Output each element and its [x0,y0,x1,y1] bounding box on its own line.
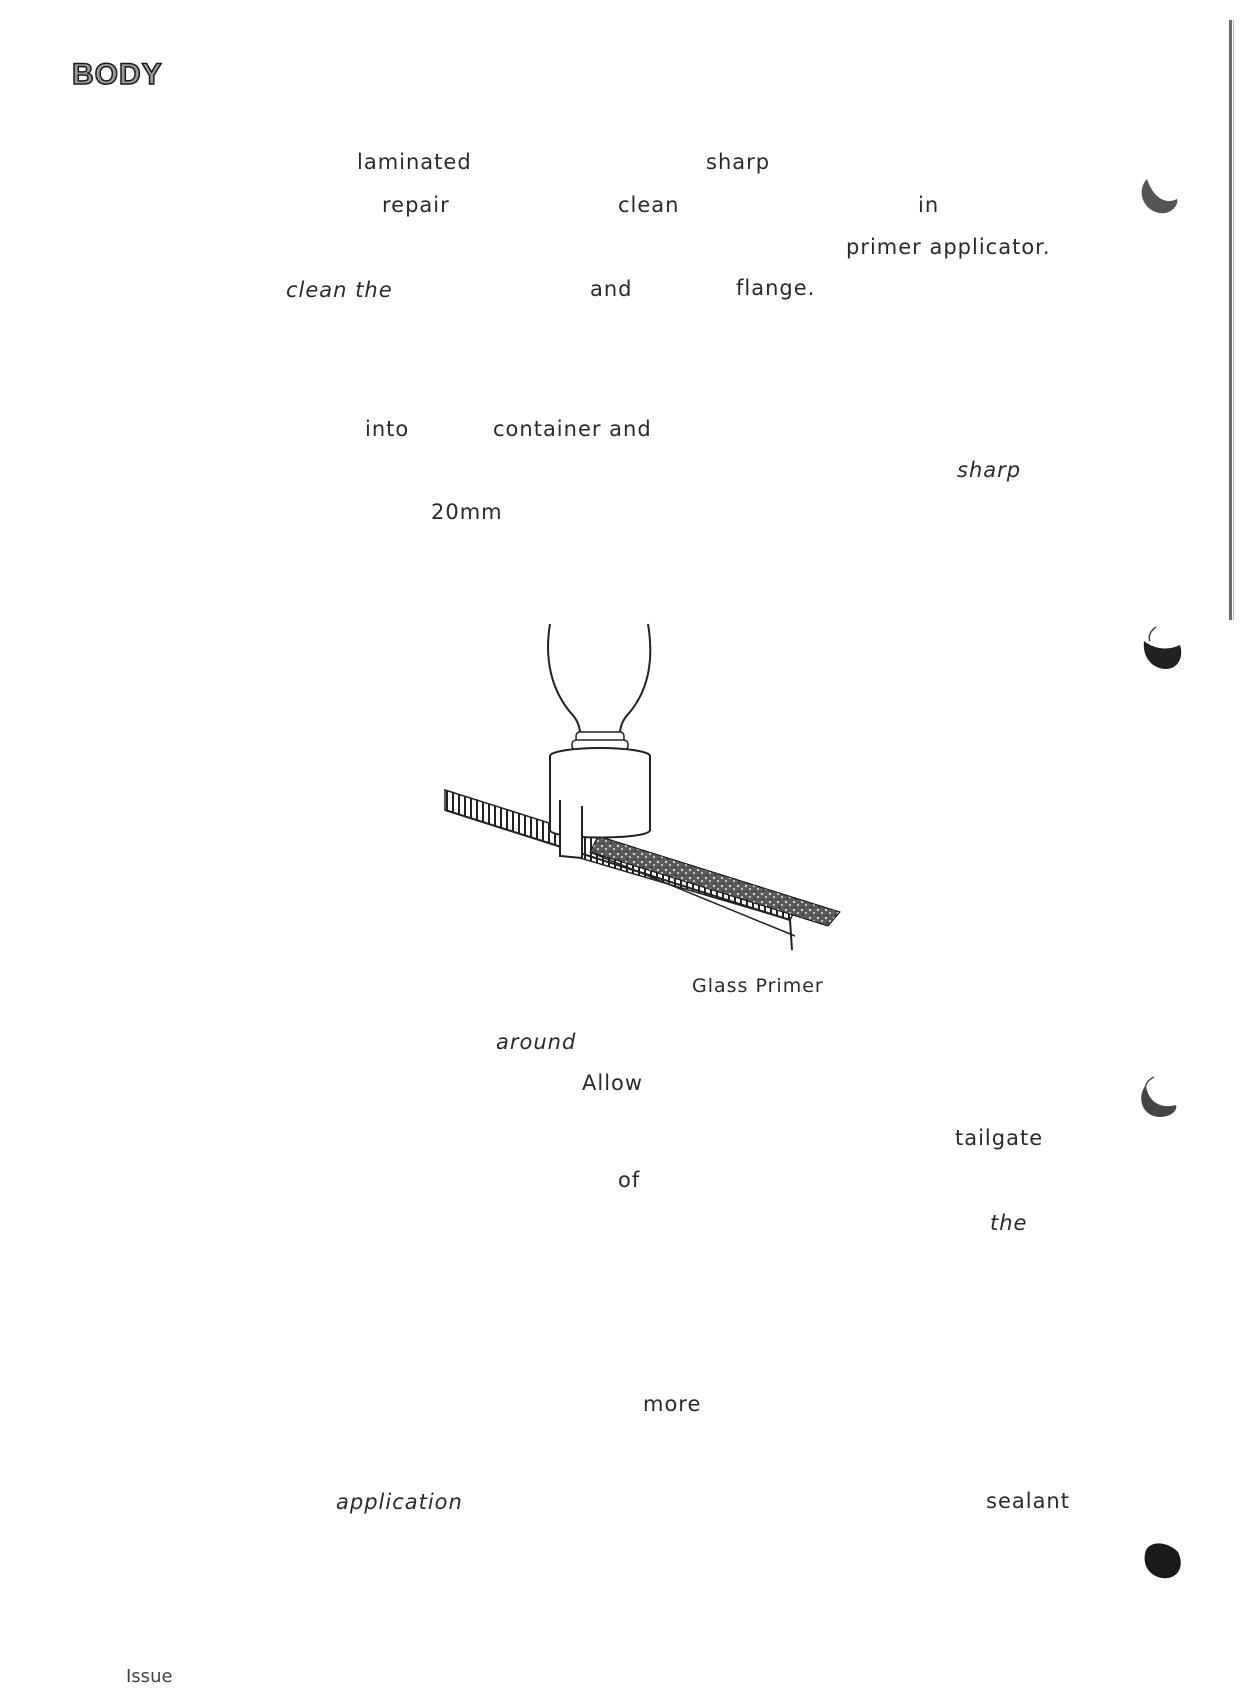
punch-hole-icon [1138,1538,1186,1584]
glass-primer-illustration [440,620,860,960]
text-fragment: laminated [357,150,472,174]
text-fragment: 20mm [431,500,503,524]
punch-hole-icon [1135,175,1183,219]
primer-band [590,836,840,926]
footer-issue: Issue [126,1666,173,1687]
text-fragment: of [618,1168,641,1192]
text-fragment: Allow [582,1071,644,1095]
punch-hole-icon [1138,625,1186,677]
text-fragment: the [990,1211,1028,1235]
text-fragment: and [590,277,633,301]
glass-edge-back [445,790,565,848]
text-fragment: sharp [957,458,1022,482]
text-fragment: sharp [706,150,771,174]
text-fragment: application [336,1490,463,1514]
text-fragment: primer applicator. [846,235,1051,259]
text-fragment: container and [493,417,652,441]
punch-hole-icon [1132,1075,1180,1125]
text-fragment: repair [382,193,450,217]
text-fragment: around [496,1030,577,1054]
figure-caption: Glass Primer [692,975,824,997]
text-fragment: in [918,193,940,217]
text-fragment: into [365,417,410,441]
text-fragment: more [643,1392,702,1416]
page-edge-line [1229,20,1232,620]
text-fragment: flange. [736,276,816,300]
page-title: BODY [72,58,163,91]
page-edge-shadow [1233,20,1234,620]
text-fragment: sealant [986,1489,1070,1513]
text-fragment: tailgate [955,1126,1044,1150]
primer-bottle [548,624,650,734]
text-fragment: clean [618,193,680,217]
text-fragment: clean the [286,278,393,302]
